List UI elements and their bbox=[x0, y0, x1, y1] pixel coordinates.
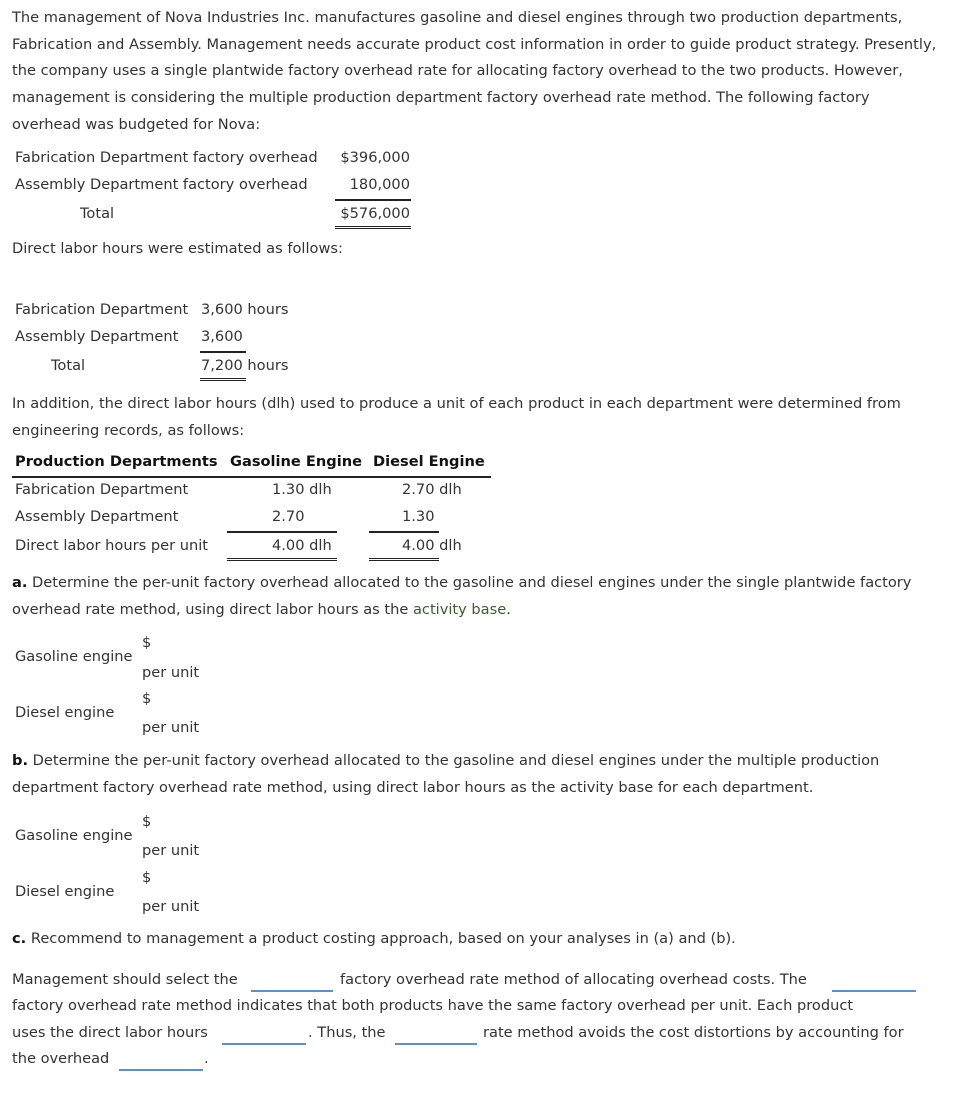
overhead-row-assembly-label: Assembly Department factory overhead bbox=[15, 176, 308, 193]
dlh-total-label: Total bbox=[51, 357, 86, 374]
part-c-blank-2[interactable] bbox=[832, 990, 916, 992]
part-c-sentence-8: . bbox=[204, 1050, 209, 1067]
part-b-letter: b. bbox=[12, 752, 28, 769]
part-c-question bbox=[12, 930, 736, 947]
product-table-gasoline-double-rule bbox=[227, 558, 337, 562]
dlh-total-value: 7,200 hours bbox=[201, 357, 289, 374]
product-table-header-departments: Production Departments bbox=[15, 453, 218, 470]
part-a-diesel-suffix: per unit bbox=[142, 719, 200, 736]
part-a-gasoline-currency: $ bbox=[142, 634, 152, 651]
product-table-row-assembly-diesel: 1.30 bbox=[402, 508, 435, 525]
dlh-total-double-rule bbox=[200, 378, 246, 382]
overhead-row-fabrication-label: Fabrication Department factory overhead bbox=[15, 149, 318, 166]
part-c-sentence-7: the overhead bbox=[12, 1050, 110, 1067]
product-table-row-fabrication-diesel: 2.70 dlh bbox=[402, 481, 462, 498]
part-c-sentence-1: Management should select the bbox=[12, 971, 238, 988]
part-c-blank-5[interactable] bbox=[119, 1069, 203, 1071]
overhead-total-double-rule bbox=[335, 226, 411, 230]
overhead-total-label: Total bbox=[80, 205, 115, 222]
dlh-row-assembly-label: Assembly Department bbox=[15, 328, 179, 345]
part-c-blank-4[interactable] bbox=[395, 1043, 477, 1045]
part-a-question bbox=[12, 570, 942, 623]
dlh-subtotal-rule bbox=[200, 351, 246, 353]
dlh-row-fabrication-label: Fabrication Department bbox=[15, 301, 189, 318]
product-table-header-gasoline: Gasoline Engine bbox=[230, 453, 363, 470]
engineering-intro: In addition, the direct labor hours (dlh) used to produce a unit of each product in each department were determined from engineering records, as follows: bbox=[12, 395, 901, 439]
product-table-row-total-gasoline: 4.00 dlh bbox=[272, 537, 332, 554]
part-a-diesel-currency: $ bbox=[142, 690, 152, 707]
part-a-text: Determine the per-unit factory overhead allocated to the gasoline and diesel engines under the single plantwide factory overhead rate method, using direct labor hours as the bbox=[12, 574, 912, 618]
part-b-diesel-suffix: per unit bbox=[142, 898, 200, 915]
product-table-row-fabrication-label: Fabrication Department bbox=[15, 481, 189, 498]
product-table-row-assembly-gasoline: 2.70 bbox=[272, 508, 305, 525]
part-b-text: Determine the per-unit factory overhead allocated to the gasoline and diesel engines under the multiple production department factory overhead rate method, using direct labor hours as the activity base for each department. bbox=[12, 752, 880, 796]
part-b-question bbox=[12, 748, 942, 801]
product-table-header-rule bbox=[12, 476, 491, 478]
part-a-gasoline-suffix: per unit bbox=[142, 664, 200, 681]
overhead-total-value: $576,000 bbox=[340, 205, 410, 222]
activity-base-link[interactable]: activity base bbox=[412, 600, 507, 618]
part-c-letter: c. bbox=[12, 930, 27, 947]
product-table-row-fabrication-gasoline: 1.30 dlh bbox=[272, 481, 332, 498]
part-c-sentence-3: factory overhead rate method indicates that both products have the same factory overhead per unit. Each product bbox=[12, 997, 854, 1014]
part-c-sentence-2: factory overhead rate method of allocating overhead costs. The bbox=[340, 971, 807, 988]
part-a-letter: a. bbox=[12, 574, 28, 591]
part-b-gasoline-label: Gasoline engine bbox=[15, 827, 133, 844]
dlh-intro: Direct labor hours were estimated as follows: bbox=[12, 240, 343, 257]
part-c-sentence-4: uses the direct labor hours bbox=[12, 1024, 208, 1041]
dlh-row-fabrication-value: 3,600 hours bbox=[201, 301, 289, 318]
part-c-text: Recommend to management a product costing approach, based on your analyses in (a) and (b). bbox=[30, 930, 736, 947]
part-c-sentence-5: . Thus, the bbox=[308, 1024, 386, 1041]
part-c-blank-3[interactable] bbox=[222, 1043, 306, 1045]
part-b-gasoline-suffix: per unit bbox=[142, 842, 200, 859]
part-b-diesel-currency: $ bbox=[142, 869, 152, 886]
product-table-row-total-label: Direct labor hours per unit bbox=[15, 537, 208, 554]
part-a-gasoline-label: Gasoline engine bbox=[15, 648, 133, 665]
part-a-text-end: . bbox=[506, 600, 511, 618]
product-table-row-assembly-label: Assembly Department bbox=[15, 508, 179, 525]
intro-paragraph: The management of Nova Industries Inc. manufactures gasoline and diesel engines through two production departments, Fabrication and Assembly. Management needs accurate product cost information in order to guide product strategy. Presently, the company uses a single plantwide factory overhead rate for allocating factory overhead to the two products. However, management is considering the multiple production department factory overhead rate method. The following factory overhead was budgeted for Nova: bbox=[12, 9, 937, 133]
product-table-diesel-double-rule bbox=[369, 558, 439, 562]
product-table-row-total-diesel: 4.00 dlh bbox=[402, 537, 462, 554]
product-table-header-diesel: Diesel Engine bbox=[373, 453, 485, 470]
part-c-blank-1[interactable] bbox=[251, 990, 333, 992]
product-table-diesel-subtotal-rule bbox=[369, 531, 439, 533]
part-b-diesel-label: Diesel engine bbox=[15, 883, 115, 900]
overhead-row-assembly-value: 180,000 bbox=[349, 176, 410, 193]
overhead-subtotal-rule bbox=[335, 199, 411, 201]
overhead-row-fabrication-value: $396,000 bbox=[340, 149, 410, 166]
part-c-sentence-6: rate method avoids the cost distortions by accounting for bbox=[483, 1024, 904, 1041]
part-b-gasoline-currency: $ bbox=[142, 813, 152, 830]
product-table-gasoline-subtotal-rule bbox=[227, 531, 337, 533]
part-a-diesel-label: Diesel engine bbox=[15, 704, 115, 721]
dlh-row-assembly-value: 3,600 bbox=[201, 328, 243, 345]
